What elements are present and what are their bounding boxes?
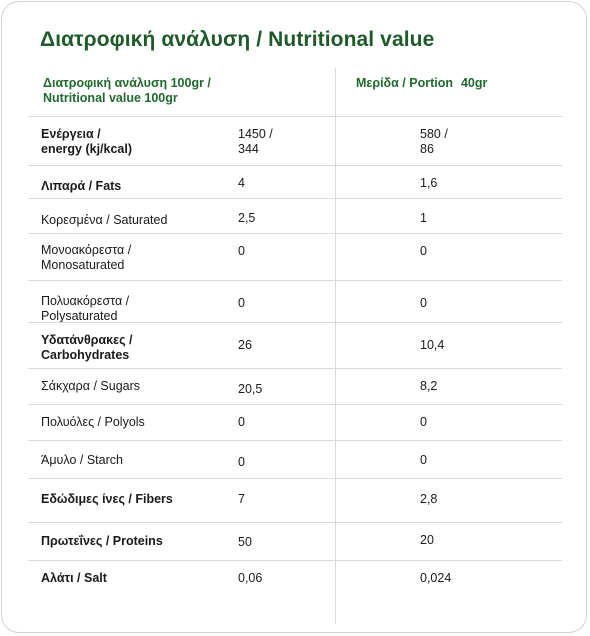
nutrient-label: Πολυακόρεστα / Polysaturated	[41, 294, 130, 323]
value-per-100g: 4	[238, 176, 245, 190]
table-row	[28, 522, 562, 561]
nutrient-label: Λιπαρά / Fats	[41, 179, 122, 193]
nutrient-label: Σάκχαρα / Sugars	[41, 379, 141, 393]
value-per-portion: 10,4	[420, 338, 445, 352]
value-per-portion: 0	[420, 296, 427, 310]
table-row	[28, 478, 562, 523]
nutrient-label: Άμυλο / Starch	[41, 453, 123, 467]
table-row	[28, 404, 562, 441]
table-row	[28, 560, 562, 625]
value-per-portion: 8,2	[420, 379, 438, 393]
nutrient-label: Κορεσμένα / Saturated	[41, 213, 168, 227]
value-per-100g: 1450 / 344	[238, 127, 273, 156]
value-per-100g: 0	[238, 415, 245, 429]
value-per-100g: 0,06	[238, 571, 263, 585]
value-per-portion: 2,8	[420, 492, 438, 506]
table-row	[28, 440, 562, 479]
value-per-portion: 20	[420, 533, 434, 547]
value-per-100g: 20,5	[238, 382, 263, 396]
header-portion-amount: 40gr	[460, 76, 488, 90]
value-per-portion: 0,024	[420, 571, 452, 585]
nutrient-label: Πρωτεΐνες / Proteins	[41, 534, 163, 548]
value-per-100g: 2,5	[238, 211, 256, 225]
value-per-portion: 580 / 86	[420, 127, 448, 156]
value-per-portion: 0	[420, 453, 427, 467]
page-title: Διατροφική ανάλυση / Nutritional value	[40, 28, 435, 51]
nutrient-label: Ενέργεια / energy (kj/kcal)	[41, 127, 133, 156]
value-per-100g: 7	[238, 492, 245, 506]
nutrient-label: Εδώδιμες ίνες / Fibers	[41, 492, 173, 506]
header-per-100g	[43, 76, 273, 106]
header-per-100g-line2: Nutritional value 100gr	[43, 91, 178, 105]
value-per-100g: 0	[238, 296, 245, 310]
value-per-100g: 26	[238, 338, 252, 352]
value-per-100g: 0	[238, 455, 245, 469]
table-row	[28, 116, 562, 166]
header-per-100g-line1: Διατροφική ανάλυση 100gr /	[43, 76, 211, 90]
table-row	[28, 322, 562, 369]
table-row	[28, 198, 562, 234]
nutrient-label: Μονοακόρεστα / Monosaturated	[41, 243, 132, 272]
table-row	[28, 280, 562, 323]
value-per-portion: 0	[420, 244, 427, 258]
header-portion-label: Μερίδα / Portion	[356, 76, 453, 90]
nutrient-label: Υδατάνθρακες / Carbohydrates	[41, 333, 133, 362]
table-row	[28, 233, 562, 281]
value-per-portion: 1	[420, 211, 427, 225]
value-per-portion: 1,6	[420, 176, 438, 190]
value-per-100g: 0	[238, 244, 245, 258]
value-per-portion: 0	[420, 415, 427, 429]
nutrient-label: Πολυόλες / Polyols	[41, 415, 145, 429]
nutrient-label: Αλάτι / Salt	[41, 571, 107, 585]
header-portion	[356, 76, 487, 91]
table-row	[28, 165, 562, 199]
value-per-100g: 50	[238, 535, 252, 549]
table-row	[28, 368, 562, 405]
